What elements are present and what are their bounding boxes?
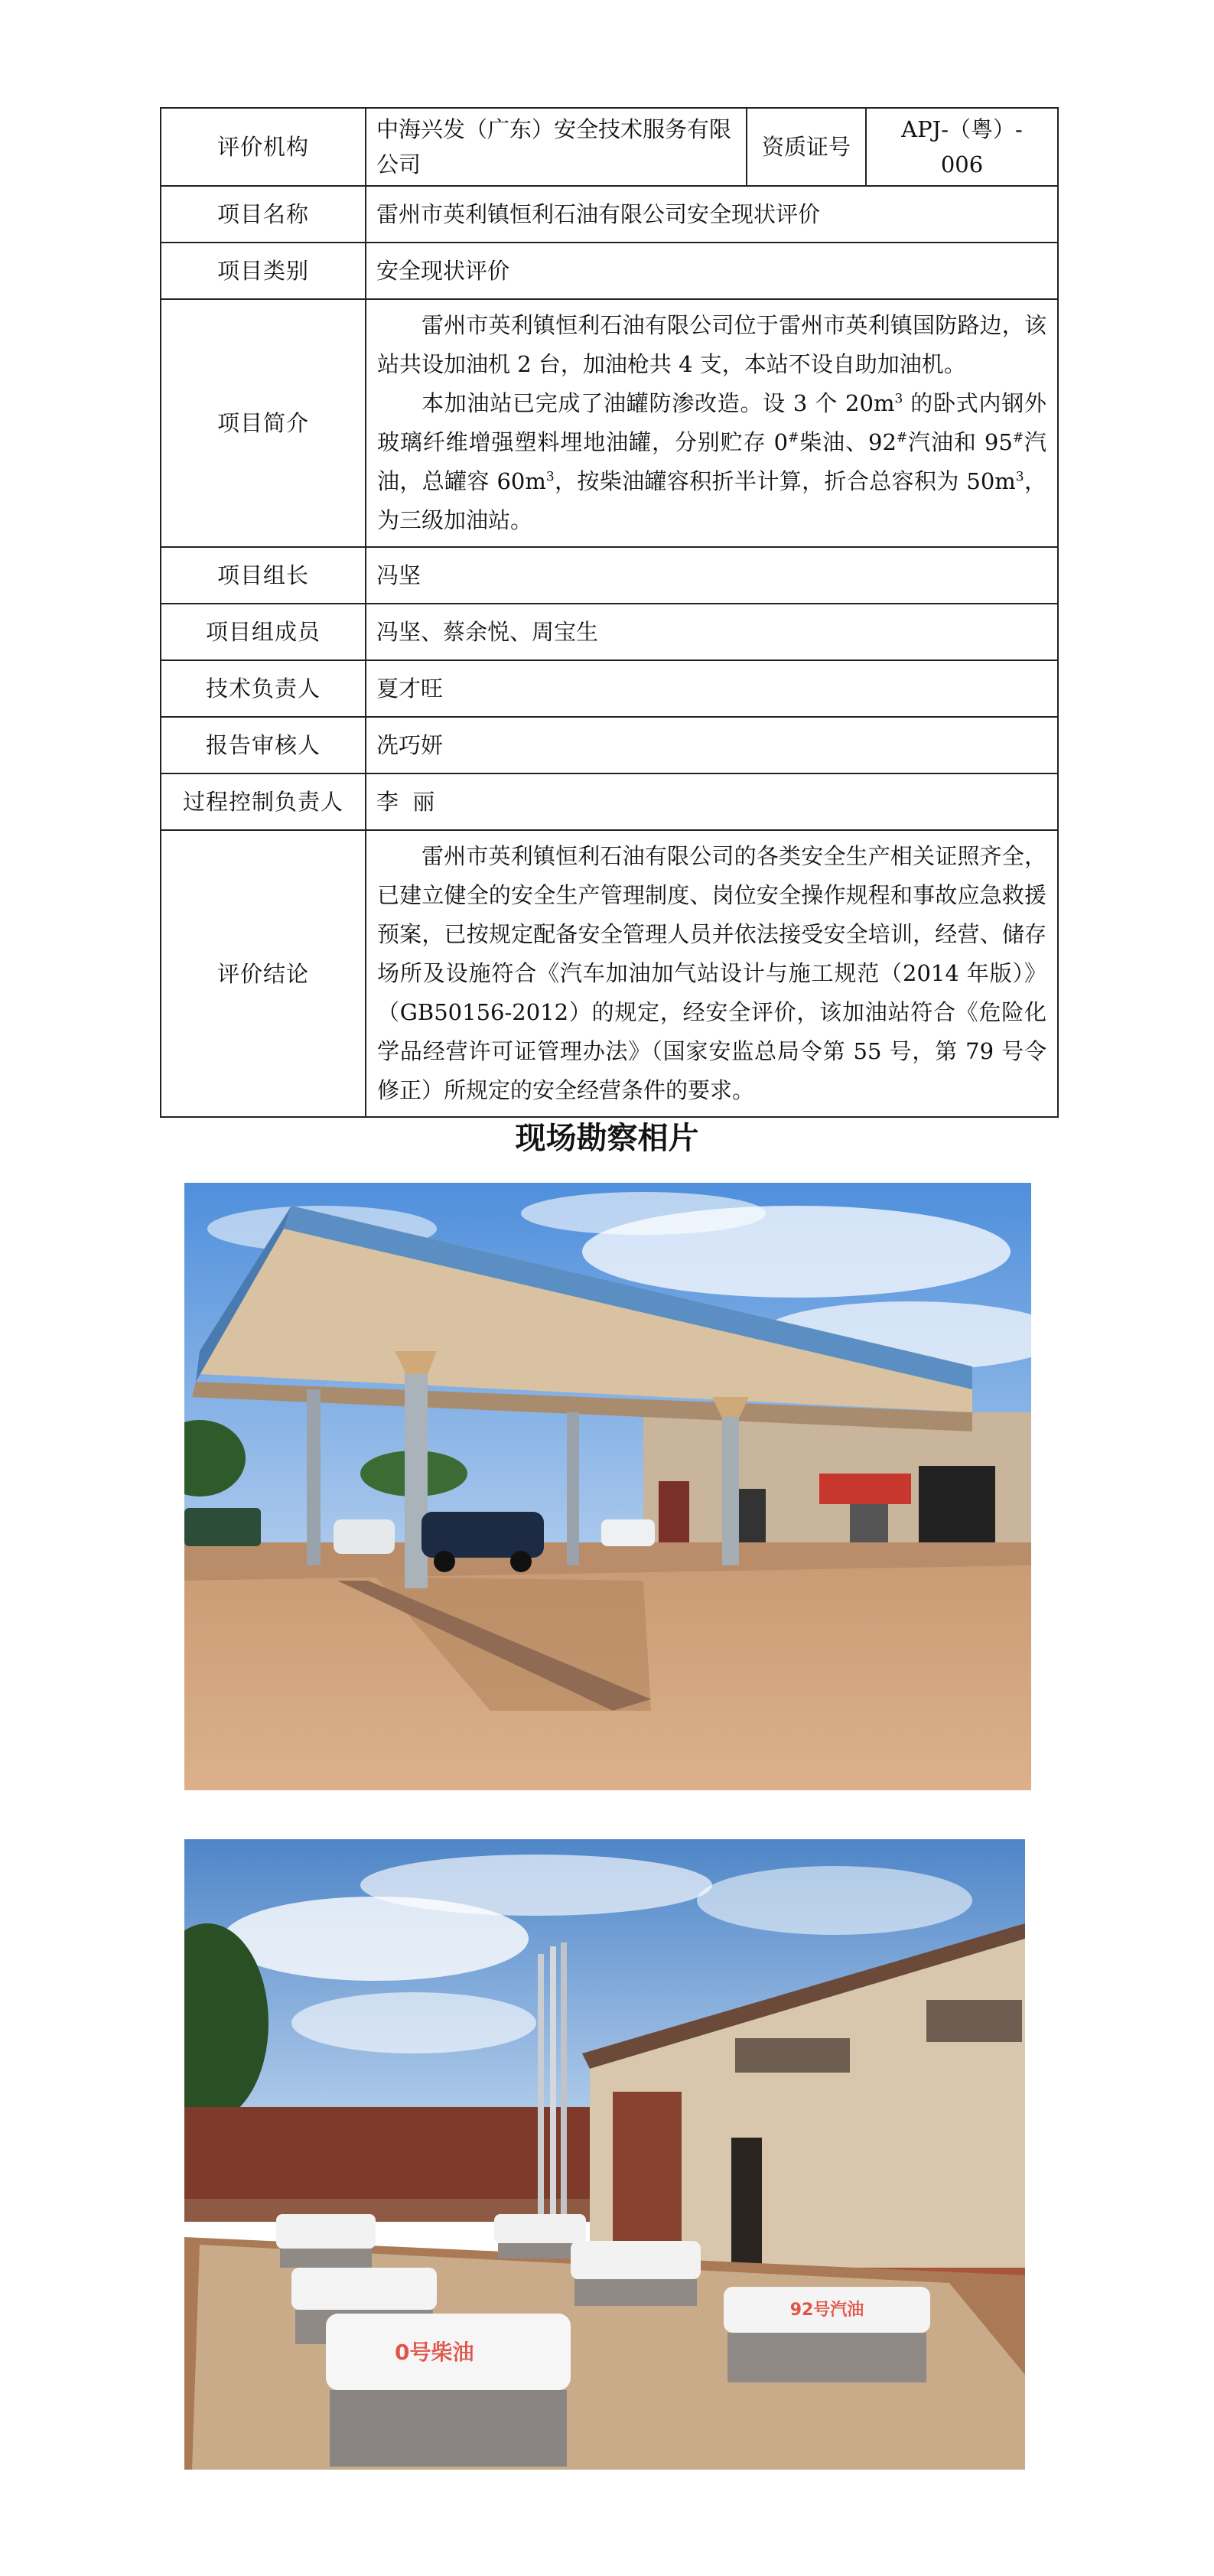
- table-row: [161, 604, 1058, 660]
- site-photo-tanks: [184, 1839, 1025, 2470]
- tank-label: 0号柴油: [395, 2340, 474, 2365]
- reviewer-label: 报告审核人: [161, 717, 366, 773]
- leader-value: 冯坚: [366, 547, 1058, 604]
- license-value: APJ-（粤）- 006: [866, 108, 1058, 186]
- process-control-value: 李 丽: [366, 773, 1058, 830]
- project-name-label: 项目名称: [161, 186, 366, 243]
- tank-lid: [724, 2287, 930, 2382]
- process-control-label: 过程控制负责人: [161, 773, 366, 830]
- tech-lead-label: 技术负责人: [161, 660, 366, 717]
- site-photo-canopy: [184, 1183, 1031, 1790]
- tank-lid: [276, 2214, 376, 2268]
- table-row: [161, 547, 1058, 604]
- summary-label: 项目简介: [161, 299, 366, 547]
- table-row: [161, 186, 1058, 243]
- org-value: 中海兴发（广东）安全技术服务有限公司: [366, 108, 747, 186]
- table-row: [161, 243, 1058, 299]
- table-row: [161, 108, 1058, 186]
- project-type-value: 安全现状评价: [366, 243, 1058, 299]
- summary-value: [366, 299, 1058, 547]
- tech-lead-value: 夏才旺: [366, 660, 1058, 717]
- table-row: [161, 660, 1058, 717]
- conclusion-value: [366, 830, 1058, 1117]
- org-label: 评价机构: [161, 108, 366, 186]
- section-title: 现场勘察相片: [515, 1121, 699, 1156]
- tank-lid: [326, 2314, 571, 2467]
- reviewer-value: 冼巧妍: [366, 717, 1058, 773]
- leader-label: 项目组长: [161, 547, 366, 604]
- tank-lid: [571, 2241, 701, 2306]
- summary-paragraph-2: 本加油站已完成了油罐防渗改造。设 3 个 $20m^3$ 的卧式内钢外玻璃纤维增强塑料埋地油罐，分别贮存 0#柴油、92#汽油和 95#汽油，总罐容 $60m^3$，按柴油罐容积折半计算，折合总容积为 $50m^3$，为三级加油站。: [377, 390, 1047, 533]
- members-value: 冯坚、蔡余悦、周宝生: [366, 604, 1058, 660]
- summary-paragraph-1: 雷州市英利镇恒利石油有限公司位于雷州市英利镇国防路边，该站共设加油机 2 台，加油枪共 4 支，本站不设自助加油机。: [377, 312, 1046, 377]
- project-name-value: 雷州市英利镇恒利石油有限公司安全现状评价: [366, 186, 1058, 243]
- table-row: [161, 773, 1058, 830]
- conclusion-label: 评价结论: [161, 830, 366, 1117]
- table-row: [161, 299, 1058, 547]
- table-row: [161, 717, 1058, 773]
- evaluation-info-table: [160, 107, 1059, 1118]
- table-row: [161, 830, 1058, 1117]
- members-label: 项目组成员: [161, 604, 366, 660]
- project-type-label: 项目类别: [161, 243, 366, 299]
- conclusion-paragraph: 雷州市英利镇恒利石油有限公司的各类安全生产相关证照齐全，已建立健全的安全生产管理制度、岗位安全操作规程和事故应急救援预案，已按规定配备安全管理人员并依法接受安全培训，经营、储存场所及设施符合《汽车加油加气站设计与施工规范（2014 年版）》（GB50156-2012）的规定，经安全评价，该加油站符合《危险化学品经营许可证管理办法》（国家安监总局令第 55 号，第 79 号令修正）所规定的安全经营条件的要求。: [377, 843, 1046, 1103]
- tank-label-2: 92号汽油: [789, 2301, 864, 2320]
- license-label: 资质证号: [747, 108, 866, 186]
